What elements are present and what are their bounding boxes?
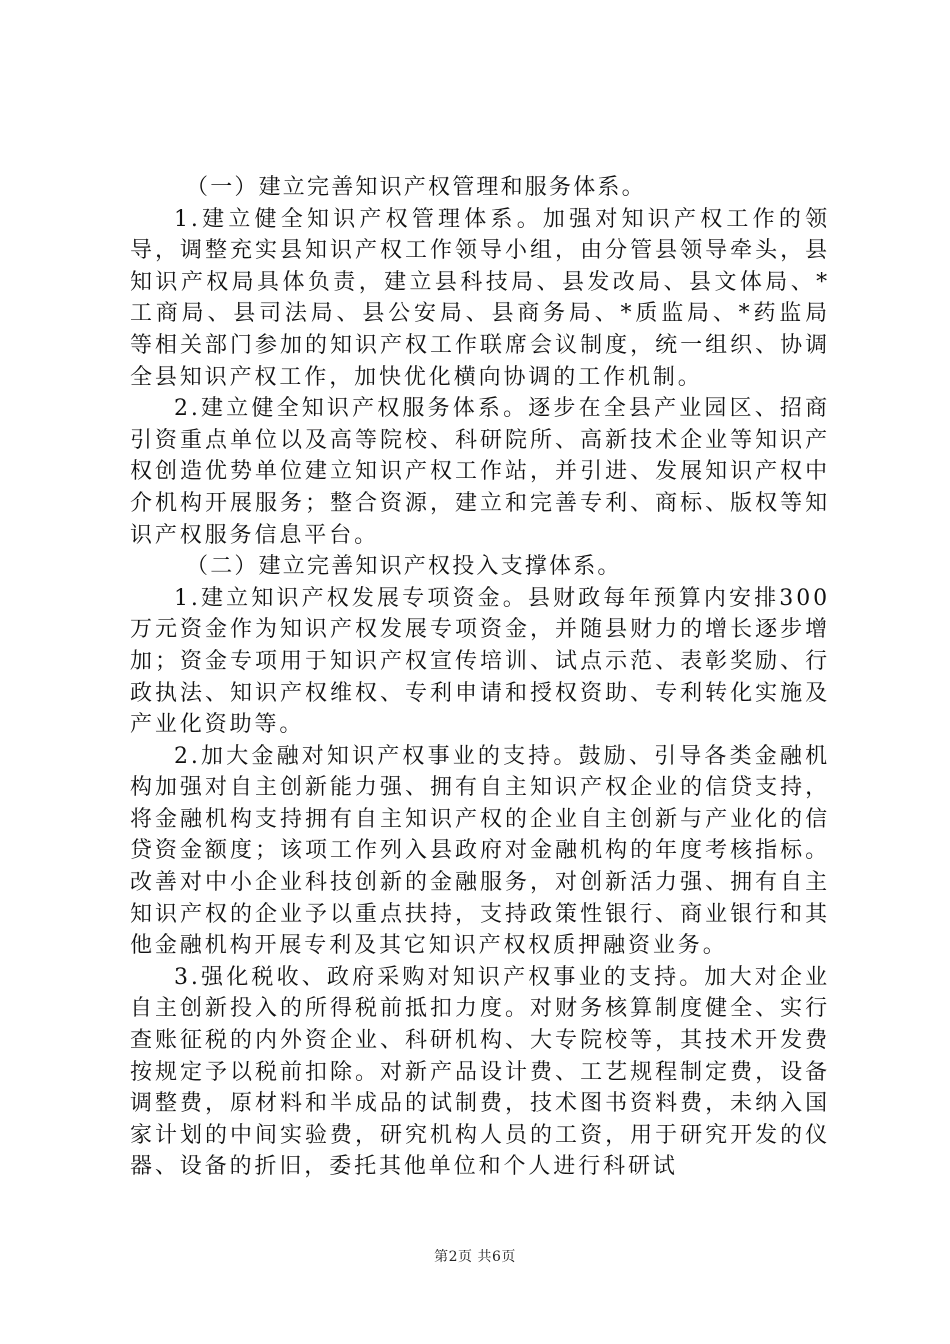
section-heading: （一）建立完善知识产权管理和服务体系。: [186, 175, 646, 200]
page-footer: 第2页 共6页: [434, 1249, 516, 1265]
body-paragraph: 1.建立健全知识产权管理体系。加强对知识产权工作的领导，调整充实县知识产权工作领导小组，由分管县领导牵头，县知识产权局具体负责，建立县科技局、县发改局、县文体局、*工商局、县司法局、县公安局、县商务局、*质监局、*药监局等相关部门参加的知识产权工作联席会议制度，统一组织、协调全县知识产权工作，加快优化横向协调的工作机制。: [130, 206, 830, 390]
section-heading: （二）建立完善知识产权投入支撑体系。: [186, 554, 622, 580]
body-paragraph: 2.建立健全知识产权服务体系。逐步在全县产业园区、招商引资重点单位以及高等院校、科研院所、高新技术企业等知识产权创造优势单位建立知识产权工作站，并引进、发展知识产权中介机构开展服务；整合资源，建立和完善专利、商标、版权等知识产权服务信息平台。: [130, 396, 830, 548]
body-paragraph: 2.加大金融对知识产权事业的支持。鼓励、引导各类金融机构加强对自主创新能力强、拥有自主知识产权企业的信贷支持，将金融机构支持拥有自主知识产权的企业自主创新与产业化的信贷资金额度；该项工作列入县政府对金融机构的年度考核指标。改善对中小企业科技创新的金融服务，对创新活力强、拥有自主知识产权的企业予以重点扶持，支持政策性银行、商业银行和其他金融机构开展专利及其它知识产权权质押融资业务。: [130, 743, 830, 959]
body-paragraph: 3.强化税收、政府采购对知识产权事业的支持。加大对企业自主创新投入的所得税前抵扣力度。对财务核算制度健全、实行查账征税的内外资企业、科研机构、大专院校等，其技术开发费按规定予以税前扣除。对新产品设计费、工艺规程制定费，设备调整费，原材料和半成品的试制费，技术图书资料费，未纳入国家计划的中间实验费，研究机构人员的工资，用于研究开发的仪器、设备的折旧，委托其他单位和个人进行科研试: [130, 964, 830, 1180]
body-paragraph: 1.建立知识产权发展专项资金。县财政每年预算内安排300万元资金作为知识产权发展专项资金，并随县财力的增长逐步增加；资金专项用于知识产权宣传培训、试点示范、表彰奖励、行政执法、知识产权维权、专利申请和授权资助、专利转化实施及产业化资助等。: [130, 585, 830, 738]
document-body: [130, 172, 830, 1183]
